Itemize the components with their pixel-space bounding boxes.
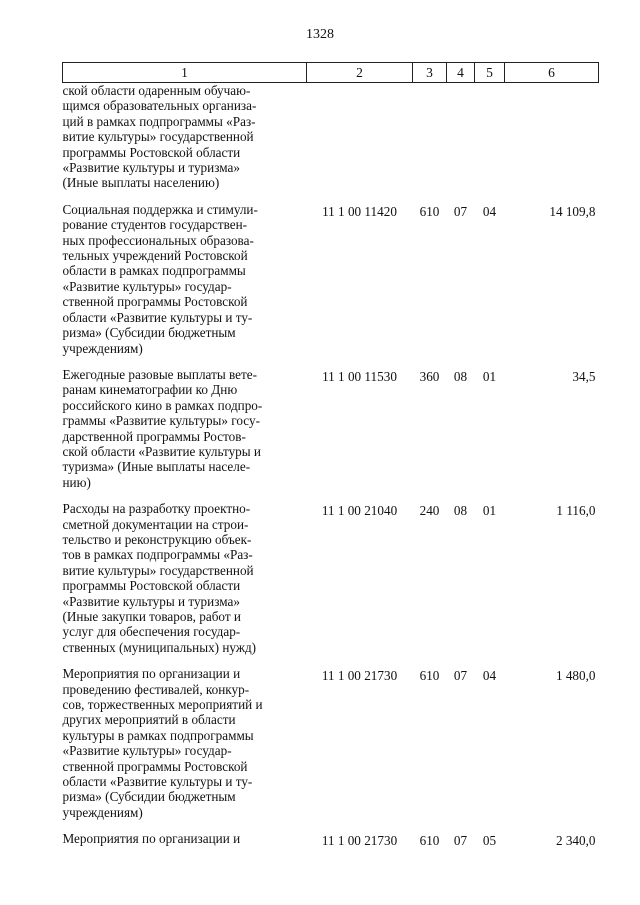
row-col-5: 05 — [482, 833, 497, 849]
row-col-5: 01 — [482, 503, 497, 519]
row-amount: 34,5 — [572, 368, 596, 384]
row-col-4: 07 — [453, 668, 468, 684]
header-col-4: 4 — [447, 63, 475, 83]
row-col-5: 04 — [482, 668, 497, 684]
table-row — [63, 831, 599, 859]
row-code: 11 1 00 21040 — [321, 503, 398, 519]
row-col-3: 610 — [419, 203, 440, 219]
row-col-5 — [475, 83, 505, 202]
row-col-4: 08 — [453, 503, 468, 519]
row-code: 11 1 00 21730 — [321, 833, 398, 849]
row-col-3: 240 — [419, 503, 440, 519]
row-col-4 — [447, 83, 475, 202]
row-amount — [505, 83, 599, 202]
row-code: 11 1 00 11530 — [322, 368, 397, 384]
row-col-3: 610 — [419, 833, 440, 849]
header-col-5: 5 — [475, 63, 505, 83]
header-col-1: 1 — [63, 63, 307, 83]
table-row — [63, 666, 599, 831]
header-col-2: 2 — [307, 63, 413, 83]
header-row — [63, 63, 599, 83]
row-col-4: 07 — [453, 833, 468, 849]
row-col-4: 08 — [453, 368, 468, 384]
row-description: Мероприятия по организации и проведению фестивалей, конкур- сов, торжественных мероприятий и других мероприятий в области культуры в рамках подпрограммы «Развитие культуры» государ- ственной программы Ростовской области «Развитие культуры и ту- ризма» (Субсидии бюджетным учреждениям) — [62, 666, 263, 820]
row-col-4: 07 — [453, 203, 468, 219]
budget-table — [62, 62, 599, 860]
row-description: Социальная поддержка и стимули- рование студентов государствен- ных профессиональных образова- тельных учреждений Ростовской области в рамках подпрограммы «Развитие культуры» государ- ственной программы Ростовской области «Развитие культуры и ту- ризма» (Субсидии бюджетным учреждениям) — [62, 201, 258, 356]
table-row — [63, 83, 599, 202]
row-col-5: 01 — [482, 368, 497, 384]
row-col-3: 360 — [419, 368, 440, 384]
row-description: Ежегодные разовые выплаты вете- ранам кинематографии ко Дню российского кино в рамках подпро- граммы «Развитие культуры» госу- дарственной программы Ростов- ской области «Развитие культуры и туризма» (Иные выплаты населе- нию) — [62, 366, 263, 490]
row-description: Расходы на разработку проектно- сметной документации на строи- тельство и реконструкцию объек- тов в рамках подпрограммы «Раз- витие культуры» государственной программы Ростовской области «Развитие культуры и туризма» (Иные закупки товаров, работ и услуг для обеспечения государ- ственных (муниципальных) нужд) — [62, 501, 257, 655]
row-col-3 — [413, 83, 447, 202]
header-col-6: 6 — [505, 63, 599, 83]
row-amount: 1 116,0 — [556, 503, 596, 519]
row-code: 11 1 00 11420 — [322, 203, 397, 219]
row-code: 11 1 00 21730 — [321, 668, 398, 684]
row-description: ской области одаренным обучаю- щимся образовательных организа- ций в рамках подпрограммы «Раз- витие культуры» государственной программы Ростовской области «Развитие культуры и туризма» (Иные выплаты населению) — [62, 83, 257, 191]
row-amount: 2 340,0 — [555, 833, 596, 849]
table-row — [63, 501, 599, 666]
row-description: Мероприятия по организации и — [62, 831, 241, 847]
row-col-3: 610 — [419, 668, 440, 684]
row-code — [307, 83, 413, 202]
table-row — [63, 202, 599, 367]
table-row — [63, 367, 599, 501]
page-number: 1328 — [306, 27, 334, 42]
row-amount: 1 480,0 — [555, 668, 596, 684]
row-amount: 14 109,8 — [549, 203, 596, 219]
header-col-3: 3 — [413, 63, 447, 83]
row-col-5: 04 — [482, 203, 497, 219]
